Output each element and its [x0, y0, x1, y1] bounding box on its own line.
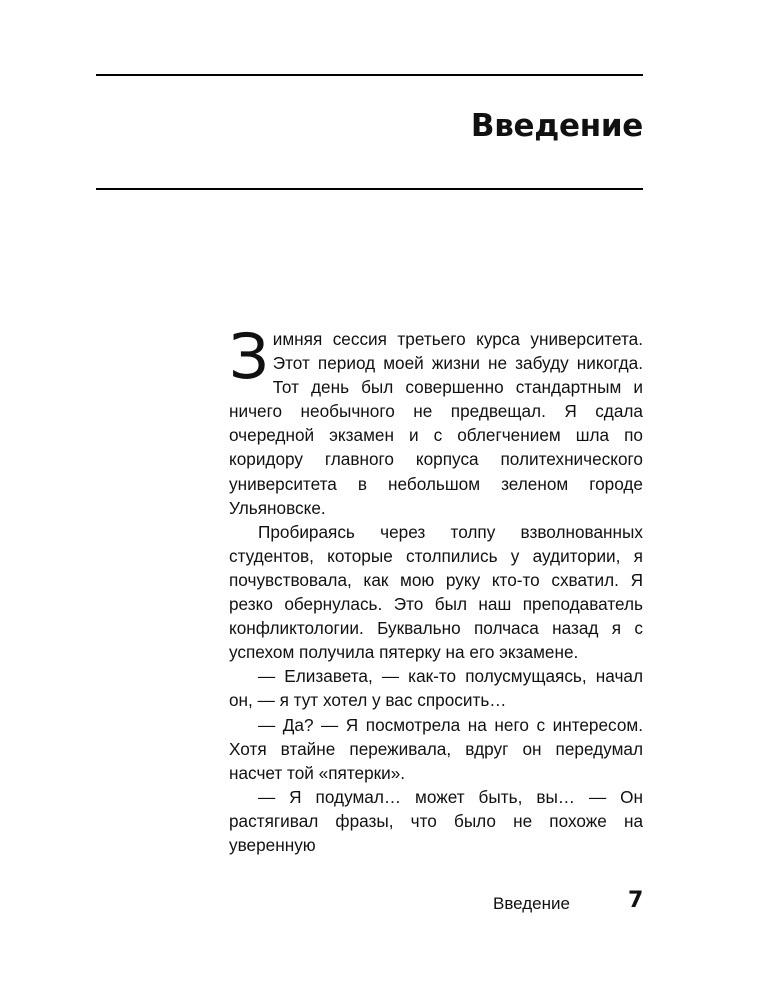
paragraph: — Я подумал… может быть, вы… — Он растягивал фразы, что было не похоже на уверенную	[229, 786, 643, 855]
paragraph: — Елизавета, — как-то полусмущаясь, начал он, — я тут хотел у вас спросить…	[229, 666, 643, 711]
drop-cap: З	[229, 320, 269, 393]
page-number: 7	[628, 888, 644, 913]
bottom-rule	[96, 188, 643, 190]
first-paragraph-text: имняя сессия третьего курса университета. Этот период моей жизни не забуду никогда. Тот день был совершенно стандартным и ничего необычного не предвещал. Я сдала очередной экзамен и с облегчением шла по коридору главного корпуса политехнического университета в небольшом зеленом городе Ульяновске.	[229, 329, 643, 518]
top-rule	[96, 74, 643, 76]
running-head: Введение	[493, 894, 570, 913]
chapter-title: Введение	[470, 108, 643, 144]
paragraph: Пробираясь через толпу взволнованных студентов, которые столпились у аудитории, я почувствовала, как мою руку кто-то схватил. Я резко обернулась. Это был наш преподаватель конфликтологии. Буквально полчаса назад я с успехом получила пятерку на его экзамене.	[229, 521, 643, 663]
paragraph: — Да? — Я посмотрела на него с интересом. Хотя втайне переживала, вдруг он передумал насчет той «пятерки».	[229, 714, 643, 783]
body-text	[229, 320, 643, 857]
first-paragraph	[229, 320, 643, 520]
